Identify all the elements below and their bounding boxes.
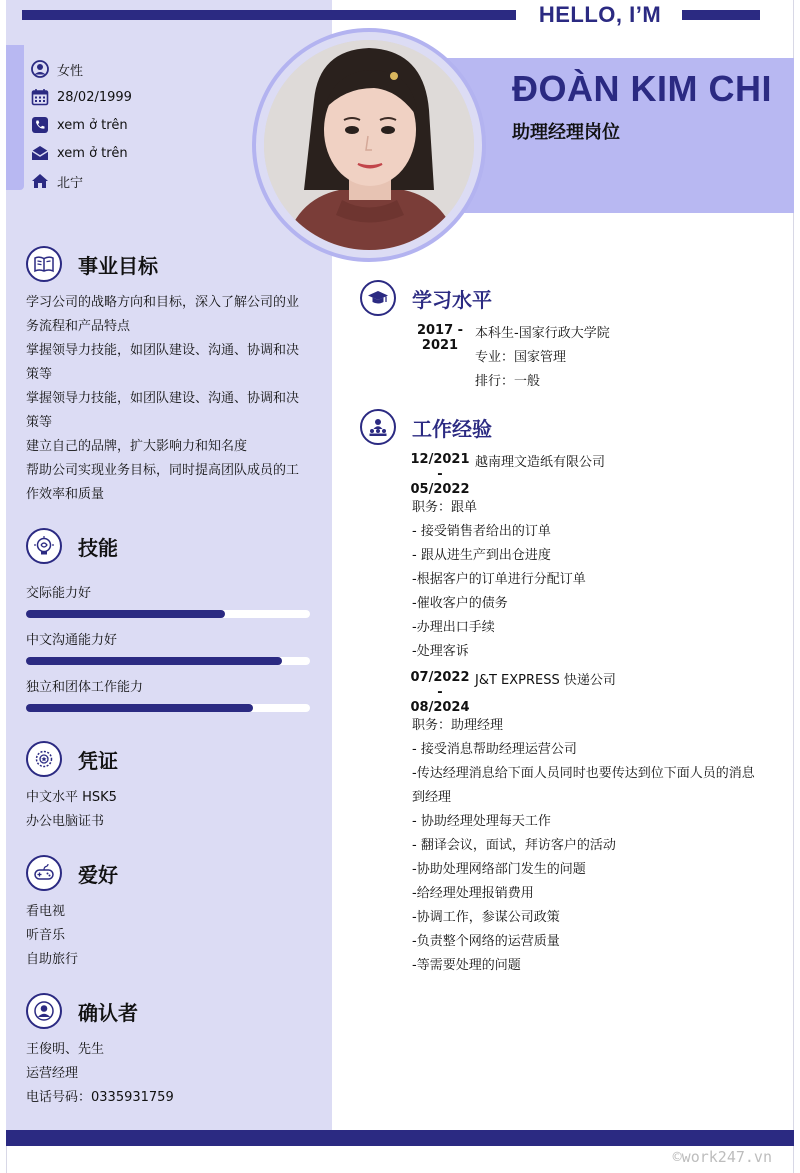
reference-role: 运营经理 bbox=[26, 1066, 79, 1081]
hobbies-heading bbox=[26, 855, 118, 891]
team-icon bbox=[360, 409, 396, 445]
gamepad-icon bbox=[26, 855, 62, 891]
job-duty: 到经理 bbox=[412, 790, 452, 805]
award-icon bbox=[26, 741, 62, 777]
profile-photo bbox=[264, 40, 474, 250]
career-goal-heading bbox=[26, 246, 158, 282]
job-duty: - 接受消息帮助经理运营公司 bbox=[412, 742, 577, 757]
skills-heading bbox=[26, 528, 118, 564]
birthday-value: 28/02/1999 bbox=[57, 89, 132, 105]
skill-label: 中文沟通能力好 bbox=[26, 633, 118, 648]
graduation-cap-icon bbox=[360, 280, 396, 316]
skill-bar-track bbox=[26, 657, 310, 665]
candidate-name: ĐOÀN KIM CHI bbox=[512, 68, 772, 109]
skill-item bbox=[26, 582, 310, 618]
job-date-end: 05/2022 bbox=[410, 482, 470, 497]
career-goal-text bbox=[26, 291, 326, 507]
skill-bar-track bbox=[26, 610, 310, 618]
job-company: J&T EXPRESS 快递公司 bbox=[475, 673, 616, 688]
reference-heading bbox=[26, 993, 138, 1029]
header-decor-bar-right bbox=[682, 10, 760, 20]
reference-phone: 电话号码：0335931759 bbox=[26, 1090, 174, 1105]
job-date bbox=[410, 670, 470, 715]
job-duty: -处理客诉 bbox=[412, 644, 469, 659]
certificate-item: 办公电脑证书 bbox=[26, 814, 105, 829]
skill-bar-fill bbox=[26, 657, 282, 665]
job-duty: -负责整个网络的运营质量 bbox=[412, 934, 560, 949]
education-major: 专业：国家管理 bbox=[475, 350, 567, 365]
career-goal-line: 掌握领导力技能，如团队建设、沟通、协调和决 bbox=[26, 343, 300, 358]
candidate-position: 助理经理岗位 bbox=[512, 122, 620, 143]
career-goal-line: 务流程和产品特点 bbox=[26, 319, 131, 334]
person-icon bbox=[26, 993, 62, 1029]
address-value: 北宁 bbox=[57, 175, 84, 191]
job-duty: 职务：跟单 bbox=[412, 500, 478, 515]
career-goal-line: 策等 bbox=[26, 415, 53, 430]
job-duty: -给经理处理报销费用 bbox=[412, 886, 534, 901]
reference-title: 确认者 bbox=[78, 1000, 138, 1025]
footer-bar bbox=[6, 1130, 794, 1146]
career-goal-line: 策等 bbox=[26, 367, 53, 382]
gender-value: 女性 bbox=[57, 63, 84, 79]
reference-name: 王俊明、先生 bbox=[26, 1042, 105, 1057]
career-goal-line: 掌握领导力技能，如团队建设、沟通、协调和决 bbox=[26, 391, 300, 406]
job-date-start: 12/2021 bbox=[410, 452, 470, 467]
phone-icon bbox=[30, 115, 50, 135]
education-heading bbox=[360, 280, 492, 316]
education-date-end: 2021 bbox=[421, 338, 459, 353]
education-school: 本科生-国家行政大学院 bbox=[475, 326, 610, 341]
experience-heading bbox=[360, 409, 492, 445]
career-goal-line: 学习公司的战略方向和目标，深入了解公司的业 bbox=[26, 295, 300, 310]
job-duty: -传达经理消息给下面人员同时也要传达到位下面人员的消息 bbox=[412, 766, 755, 781]
certificates-list bbox=[26, 786, 117, 834]
job-duty: -协调工作，参谋公司政策 bbox=[412, 910, 560, 925]
book-icon bbox=[26, 246, 62, 282]
experience-title: 工作经验 bbox=[412, 416, 492, 441]
calendar-icon bbox=[30, 87, 50, 107]
email-value: xem ở trên bbox=[57, 145, 128, 161]
education-details bbox=[475, 322, 610, 394]
education-date-start: 2017 - bbox=[416, 323, 464, 338]
job-duties bbox=[412, 496, 782, 664]
contact-email bbox=[30, 139, 132, 167]
education-title: 学习水平 bbox=[412, 287, 492, 312]
skill-bar-fill bbox=[26, 704, 253, 712]
hobbies-title: 爱好 bbox=[78, 862, 118, 887]
job-duty: - 接受销售者给出的订单 bbox=[412, 524, 551, 539]
career-goal-line: 建立自己的品牌，扩大影响力和知名度 bbox=[26, 439, 248, 454]
job-duty: -办理出口手续 bbox=[412, 620, 495, 635]
hobby-item: 自助旅行 bbox=[26, 952, 79, 967]
skill-bar-fill bbox=[26, 610, 225, 618]
job-date-start: 07/2022 bbox=[410, 670, 470, 685]
certificates-heading bbox=[26, 741, 118, 777]
contact-tab-decor bbox=[6, 45, 24, 190]
brain-icon bbox=[26, 528, 62, 564]
job-date-separator: - bbox=[437, 467, 443, 482]
job-duty: 职务：助理经理 bbox=[412, 718, 504, 733]
reference-list bbox=[26, 1038, 174, 1110]
skill-label: 交际能力好 bbox=[26, 586, 92, 601]
job-duty: - 跟从进生产到出仓进度 bbox=[412, 548, 551, 563]
career-goal-line: 作效率和质量 bbox=[26, 487, 105, 502]
career-goal-title: 事业目标 bbox=[78, 253, 158, 278]
watermark: ©work247.vn bbox=[672, 1148, 772, 1166]
user-icon bbox=[30, 59, 50, 79]
job-date-separator: - bbox=[437, 685, 443, 700]
home-icon bbox=[30, 171, 50, 191]
certificate-item: 中文水平 HSK5 bbox=[26, 790, 117, 805]
job-date-end: 08/2024 bbox=[410, 700, 470, 715]
envelope-icon bbox=[30, 143, 50, 163]
job-duty: - 翻译会议，面试，拜访客户的活动 bbox=[412, 838, 616, 853]
hobby-item: 听音乐 bbox=[26, 928, 66, 943]
job-company: 越南理文造纸有限公司 bbox=[475, 455, 606, 470]
education-date bbox=[410, 323, 470, 353]
contact-address bbox=[30, 167, 132, 195]
skill-bar-track bbox=[26, 704, 310, 712]
certificates-title: 凭证 bbox=[78, 748, 118, 773]
hello-heading: HELLO, I’M bbox=[538, 2, 662, 27]
header-decor-bar-left bbox=[22, 10, 516, 20]
contact-gender bbox=[30, 55, 132, 83]
contact-birthday bbox=[30, 83, 132, 111]
job-duties bbox=[412, 714, 787, 978]
skills-title: 技能 bbox=[78, 535, 118, 560]
job-duty: -催收客户的债务 bbox=[412, 596, 508, 611]
contact-phone bbox=[30, 111, 132, 139]
phone-value: xem ở trên bbox=[57, 117, 128, 133]
hobby-item: 看电视 bbox=[26, 904, 66, 919]
job-date bbox=[410, 452, 470, 497]
career-goal-line: 帮助公司实现业务目标，同时提高团队成员的工 bbox=[26, 463, 300, 478]
hobbies-list bbox=[26, 900, 78, 972]
job-duty: -协助处理网络部门发生的问题 bbox=[412, 862, 586, 877]
skill-label: 独立和团体工作能力 bbox=[26, 680, 144, 695]
job-duty: -等需要处理的问题 bbox=[412, 958, 521, 973]
skill-item bbox=[26, 676, 310, 712]
skill-item bbox=[26, 629, 310, 665]
contact-list bbox=[30, 55, 132, 195]
job-duty: - 协助经理处理每天工作 bbox=[412, 814, 551, 829]
education-rank: 排行：一般 bbox=[475, 374, 541, 389]
job-duty: -根据客户的订单进行分配订单 bbox=[412, 572, 586, 587]
